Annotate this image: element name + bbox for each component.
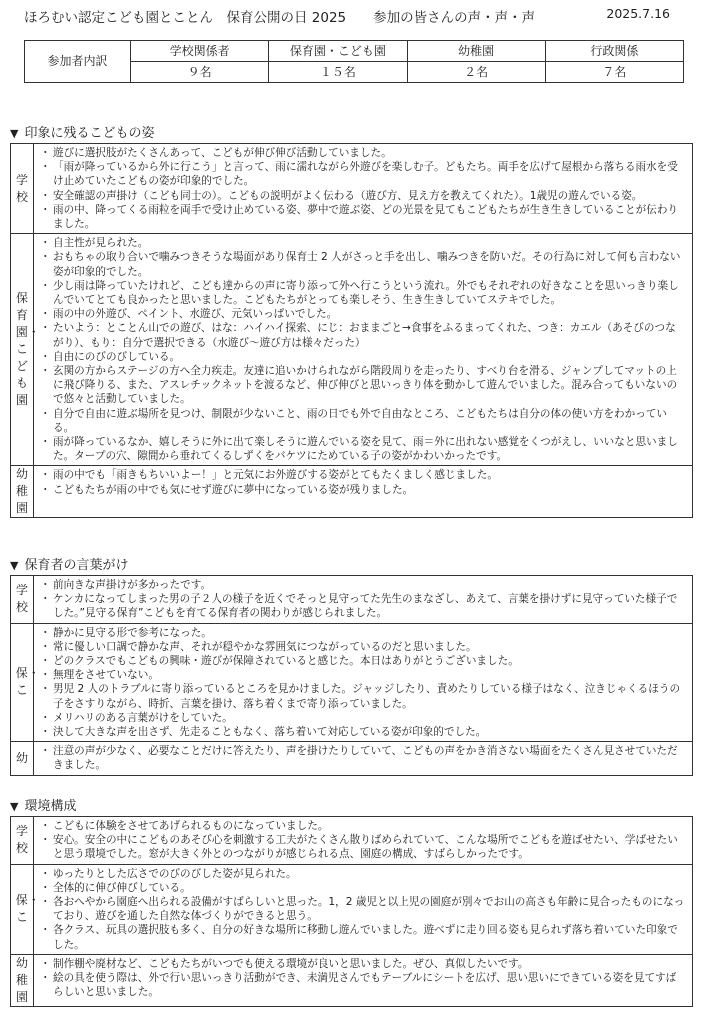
comments-cell: [34, 234, 693, 466]
list-item: ・ 「雨が降っているから外に行こう」と言って、雨に濡れながら外遊びを楽しむ子。どもたち。両手を広げて屋根から落ちる雨水を受け止めていたこどもの姿が印象的でした。: [44, 160, 686, 188]
list-item: ・ 決して大きな声を出さず、先走ることもなく、落ち着いて対応している姿が印象的でした。: [44, 725, 686, 739]
category-label: 幼: [15, 750, 28, 765]
comments-cell: [34, 742, 693, 775]
comments-cell: [34, 817, 693, 865]
list-item: ・ 各クラス、玩具の選択肢も多く、自分の好きな場所に移動し遊んでいました。遊べずに走り回る姿も見られず落ち着いていた印象でした。: [44, 923, 686, 951]
category-cell: [11, 144, 34, 234]
category-label: 学校: [15, 583, 28, 615]
participant-category-government: 行政関係: [545, 41, 683, 62]
list-item: ・ 安心。安全の中にこどものあそび心を刺激する工夫がたくさん散りばめられていて、こんな場所でこどもを遊ばせたい、学ばせたいと思う環境でした。窓が大きく外とのつながりが感じられる点、園庭の構成、すばらしかったです。: [44, 833, 686, 861]
list-item: ・ 全体的に伸び伸びしている。: [44, 881, 686, 895]
list-item: ・ 自由にのびのびしている。: [44, 350, 686, 364]
list-item: ・ 自分で自由に遊ぶ場所を見つけ、制限が少ないこと、雨の日でも外で自由なところ、こどもたちは自分の体の使い方をわかっている。: [44, 407, 686, 435]
list-item: ・ ケンカになってしまった男の子２人の様子を近くでそっと見守ってた先生のまなざし、あえて、言葉を掛けずに見守っていた様子でした。”見守る保育”こどもを育てる保育者の関わりが感じられました。: [44, 592, 686, 620]
participant-count-nursery: １５名: [269, 62, 407, 83]
participants-row-label: 参加者内訳: [25, 41, 131, 83]
table-row: [11, 466, 693, 518]
section-title-text: 環境構成: [24, 799, 77, 814]
category-cell: [11, 817, 34, 865]
list-item: ・ 安全確認の声掛け（こども同士の）。こどもの説明がよく伝わる（遊び方、見え方を教えてくれた）。1歳児の遊んでいる姿。: [44, 189, 686, 203]
comments-cell: [34, 576, 693, 624]
comments-cell: [34, 954, 693, 1006]
category-label: 幼稚園: [15, 955, 28, 1004]
document-title: ほろむい認定こども園とことん 保育公開の日 2025 参加の皆さんの声・声・声: [24, 10, 536, 26]
section-title: [10, 122, 154, 141]
list-item: ・ メリハリのある言葉がけをしていた。: [44, 711, 686, 725]
comments-cell: [34, 466, 693, 518]
participant-category-school: 学校関係者: [131, 41, 269, 62]
category-cell: [11, 623, 40, 742]
comments-cell: [34, 144, 693, 234]
category-cell: [11, 742, 34, 775]
document-date: 2025.7.16: [606, 6, 670, 21]
list-item: ・ 絵の具を使う際は、外で行い思いっきり活動ができ、未満児さんでもテーブルにシートを広げ、思い思いにできている姿を見てすばらしいと思いました。: [44, 971, 686, 999]
participant-count-government: ７名: [545, 62, 683, 83]
list-item: ・ おもちゃの取り合いで噛みつきそうな場面があり保育士 2 人がさっと手を出し、噛みつきを防いだ。その行為に対して何も言わない姿が印象的でした。: [44, 250, 686, 278]
category-cell: [11, 954, 34, 1006]
list-item: ・ 少し雨は降っていたけれど、こども達からの声に寄り添って外へ行こうという流れ。外でもそれぞれの好きなことを思いっきり楽しんでいてとても良かったと思いました。こどもたちがとっても楽しそう、生き生きしていてステキでした。: [44, 279, 686, 307]
list-item: ・ 雨が降っているなか、嬉しそうに外に出て楽しそうに遊んでいる姿を見て、雨＝外に出れない感覚をくつがえし、いいなと思いました。タープの穴、隙間から垂れてくるしずくをバケツにためている子の姿がかわいかったです。: [44, 435, 686, 463]
category-cell: [11, 864, 40, 954]
category-label: 学校: [15, 172, 28, 204]
list-item: ・ 男児 2 人のトラブルに寄り添っているところを見かけました。ジャッジしたり、責めたりしている様子はなく、泣きじゃくるほうの子をさすりながら、時折、言葉を掛け、落ち着くまで寄り添っていました。: [44, 682, 686, 710]
page-header: [24, 4, 684, 26]
list-item: ・ 遊びに選択肢がたくさんあって、こどもが伸び伸び活動していました。: [44, 146, 686, 160]
list-item: ・ 前向きな声掛けが多かったです。: [44, 578, 686, 592]
table-row: [11, 817, 693, 865]
list-item: ・ 注意の声が少なく、必要なことだけに答えたり、声を掛けたりしていて、こどもの声をかき消さない場面をたくさん見させていただきました。: [44, 744, 686, 772]
category-label: 幼稚園: [15, 467, 28, 516]
list-item: ・ 無理をさせていない。: [44, 668, 686, 682]
section-table-teacher-words: [10, 575, 693, 776]
table-row: [11, 234, 693, 466]
section-table-impressions: [10, 143, 693, 518]
list-item: ・ 制作棚や廃材など、こどもたちがいつでも使える環境が良いと思いました。ぜひ、真似したいです。: [44, 957, 686, 971]
section-title: [10, 554, 128, 573]
category-cell: [11, 466, 34, 518]
participant-count-school: ９名: [131, 62, 269, 83]
participant-count-kindergarten: ２名: [407, 62, 545, 83]
list-item: ・ 雨の中、降ってくる雨粒を両手で受け止めている姿、夢中で遊ぶ姿、どの光景を見てもこどもたちが生き生きしていることが伝わりました。: [44, 203, 686, 231]
section-title: [10, 795, 76, 814]
table-row: [11, 954, 693, 1006]
list-item: ・ たいよう：とことん山での遊び、はな：ハイハイ探索、にじ：おままごと→食事をふるまってくれた、つき：カエル（あそびのつながり）、もり：自分で選択できる（水遊び～遊び方は様々だった）: [44, 321, 686, 349]
list-item: ・ ゆったりとした広さでのびのびした姿が見られた。: [44, 867, 686, 881]
category-cell: [11, 576, 34, 624]
list-item: ・ こどもたちが雨の中でも気にせず遊びに夢中になっている姿が残りました。: [44, 483, 686, 497]
category-label: 保・こ: [15, 666, 40, 698]
comments-cell: [34, 623, 693, 742]
section-title-text: 保育者の言葉がけ: [24, 558, 129, 573]
list-item: ・ 雨の中の外遊び、ペイント、水遊び、元気いっぱいでした。: [44, 307, 686, 321]
table-row: [11, 742, 693, 775]
list-item: ・ 自主性が見られた。: [44, 236, 686, 250]
comments-cell: [34, 864, 693, 954]
list-item: ・ 雨の中でも「雨きもちいいよー！」と元気にお外遊びする姿がとてもたくましく感じました。: [44, 468, 686, 482]
participant-category-nursery: 保育園・こども園: [269, 41, 407, 62]
list-item: ・ どのクラスでもこどもの興味・遊びが保障されていると感じた。本日はありがとうございました。: [44, 654, 686, 668]
category-cell: [11, 234, 40, 466]
list-item: ・ 玄関の方からステージの方へ全力疾走。友達に追いかけられながら階段周りを走ったり、すべり台を滑る、ジャンプしてマットの上に飛び降りる、また、アスレチックネットを渡るなど、伸び伸びと思いっきり体を動かして遊んでいました。混み合ってもいないので悠々と活動していました。: [44, 364, 686, 407]
triangle-down-icon: ▼: [10, 559, 19, 572]
triangle-down-icon: ▼: [10, 127, 19, 140]
category-label: 保育園・こども園: [15, 291, 40, 408]
table-row: [11, 144, 693, 234]
section-title-text: 印象に残るこどもの姿: [24, 126, 155, 141]
triangle-down-icon: ▼: [10, 800, 19, 813]
list-item: ・ 静かに見守る形で参考になった。: [44, 626, 686, 640]
participant-category-kindergarten: 幼稚園: [407, 41, 545, 62]
list-item: ・ 常に優しい口調で静かな声、それが穏やかな雰囲気につながっているのだと思いました。: [44, 640, 686, 654]
participants-table: [24, 40, 684, 83]
table-row: [11, 864, 693, 954]
list-item: ・ 各おへやから園庭へ出られる設備がすばらしいと思った。1，2 歳児と以上児の園庭が別々でお山の高さも年齢に見合ったものになっており、遊びを通した自然な体づくりができると思う。: [44, 895, 686, 923]
table-row: [11, 576, 693, 624]
table-row: [11, 623, 693, 742]
category-label: 学校: [15, 824, 28, 856]
category-label: 保・こ: [15, 893, 40, 925]
section-table-environment: [10, 816, 693, 1007]
list-item: ・ こどもに体験をさせてあげられるものになっていました。: [44, 819, 686, 833]
